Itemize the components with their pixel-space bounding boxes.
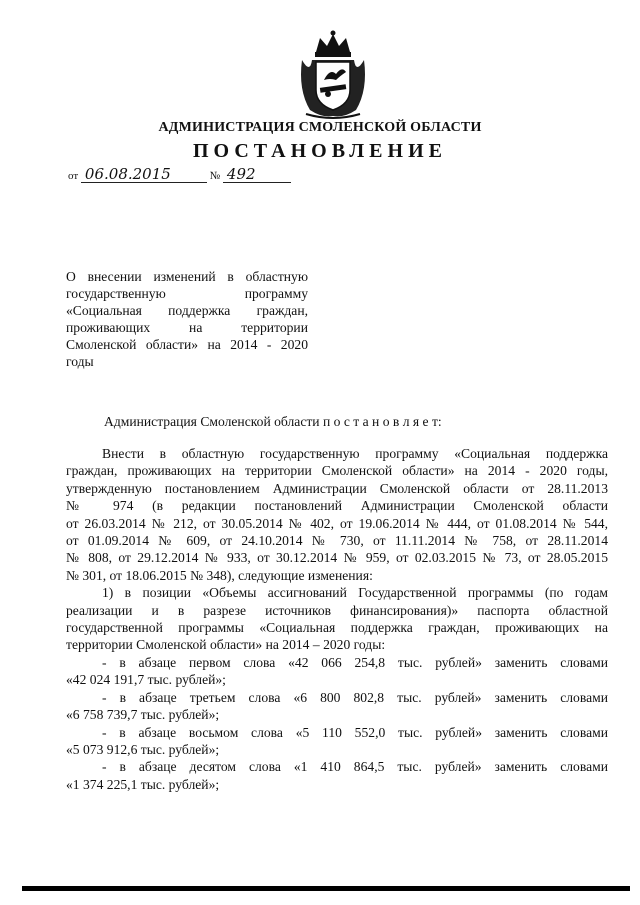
organization-name: АДМИНИСТРАЦИЯ СМОЛЕНСКОЙ ОБЛАСТИ bbox=[158, 120, 482, 135]
date-number-line bbox=[68, 166, 291, 183]
subject-line: проживающих на территории bbox=[66, 320, 308, 335]
document-type: ПОСТАНОВЛЕНИЕ bbox=[193, 140, 447, 162]
body-line: «5 073 912,6 тыс. рублей»; bbox=[66, 741, 220, 757]
body-line: 1) в позиции «Объемы ассигнований Государственной программы (по годам bbox=[102, 585, 608, 601]
coat-of-arms-icon bbox=[296, 30, 370, 120]
body-line: граждан, проживающих на территории Смоленской области» на 2014 - 2020 годы, bbox=[66, 463, 608, 479]
subject-line: государственную программу bbox=[66, 286, 308, 301]
body-line: - в абзаце третьем слова «6 800 802,8 тыс. рублей» заменить словами bbox=[102, 689, 608, 705]
body-line: № 974 (в редакции постановлений Администрации Смоленской области bbox=[66, 498, 608, 514]
subject-line: Смоленской области» на 2014 - 2020 bbox=[66, 337, 308, 352]
body-line: - в абзаце десятом слова «1 410 864,5 тыс. рублей» заменить словами bbox=[102, 759, 608, 775]
number-prefix: № bbox=[209, 170, 221, 182]
document-number: 492 bbox=[223, 166, 291, 183]
body-line: - в абзаце восьмом слова «5 110 552,0 тыс. рублей» заменить словами bbox=[102, 724, 608, 740]
document-body bbox=[66, 445, 608, 793]
subject-line: О внесении изменений в областную bbox=[66, 269, 308, 284]
body-line: «6 758 739,7 тыс. рублей»; bbox=[66, 707, 220, 723]
document-date: 06.08.2015 bbox=[81, 166, 207, 183]
body-line: «42 024 191,7 тыс. рублей»; bbox=[66, 672, 226, 688]
body-line: реализации и в разрезе источников финансирования)» паспорта областной bbox=[66, 602, 608, 618]
body-line: Внести в областную государственную программу «Социальная поддержка bbox=[102, 446, 608, 461]
document-subject bbox=[66, 268, 308, 370]
body-line: - в абзаце первом слова «42 066 254,8 тыс. рублей» заменить словами bbox=[102, 654, 608, 670]
date-prefix: от bbox=[68, 170, 79, 182]
body-line: № 808, от 29.12.2014 № 933, от 30.12.2014 № 959, от 02.03.2015 № 73, от 28.05.2015 bbox=[66, 550, 608, 566]
body-line: государственной программы «Социальная поддержка граждан, проживающих на bbox=[66, 620, 608, 636]
body-line: от 26.03.2014 № 212, от 30.05.2014 № 402, от 19.06.2014 № 444, от 01.08.2014 № 544, bbox=[66, 515, 608, 531]
body-line: территории Смоленской области» на 2014 – 2020 годы: bbox=[66, 637, 386, 653]
body-line: «1 374 225,1 тыс. рублей»; bbox=[66, 776, 220, 792]
subject-line: «Социальная поддержка граждан, bbox=[66, 303, 308, 318]
body-line: от 01.09.2014 № 609, от 24.10.2014 № 730, от 11.11.2014 № 758, от 28.11.2014 bbox=[66, 533, 608, 549]
body-line: № 301, от 18.06.2015 № 348), следующие изменения: bbox=[66, 567, 373, 583]
subject-line: годы bbox=[66, 354, 94, 369]
footer-divider bbox=[22, 886, 630, 891]
decree-statement: Администрация Смоленской области п о с т а н о в л я е т: bbox=[104, 414, 442, 429]
body-line: утвержденную постановлением Администрации Смоленской области от 28.11.2013 bbox=[66, 480, 608, 496]
